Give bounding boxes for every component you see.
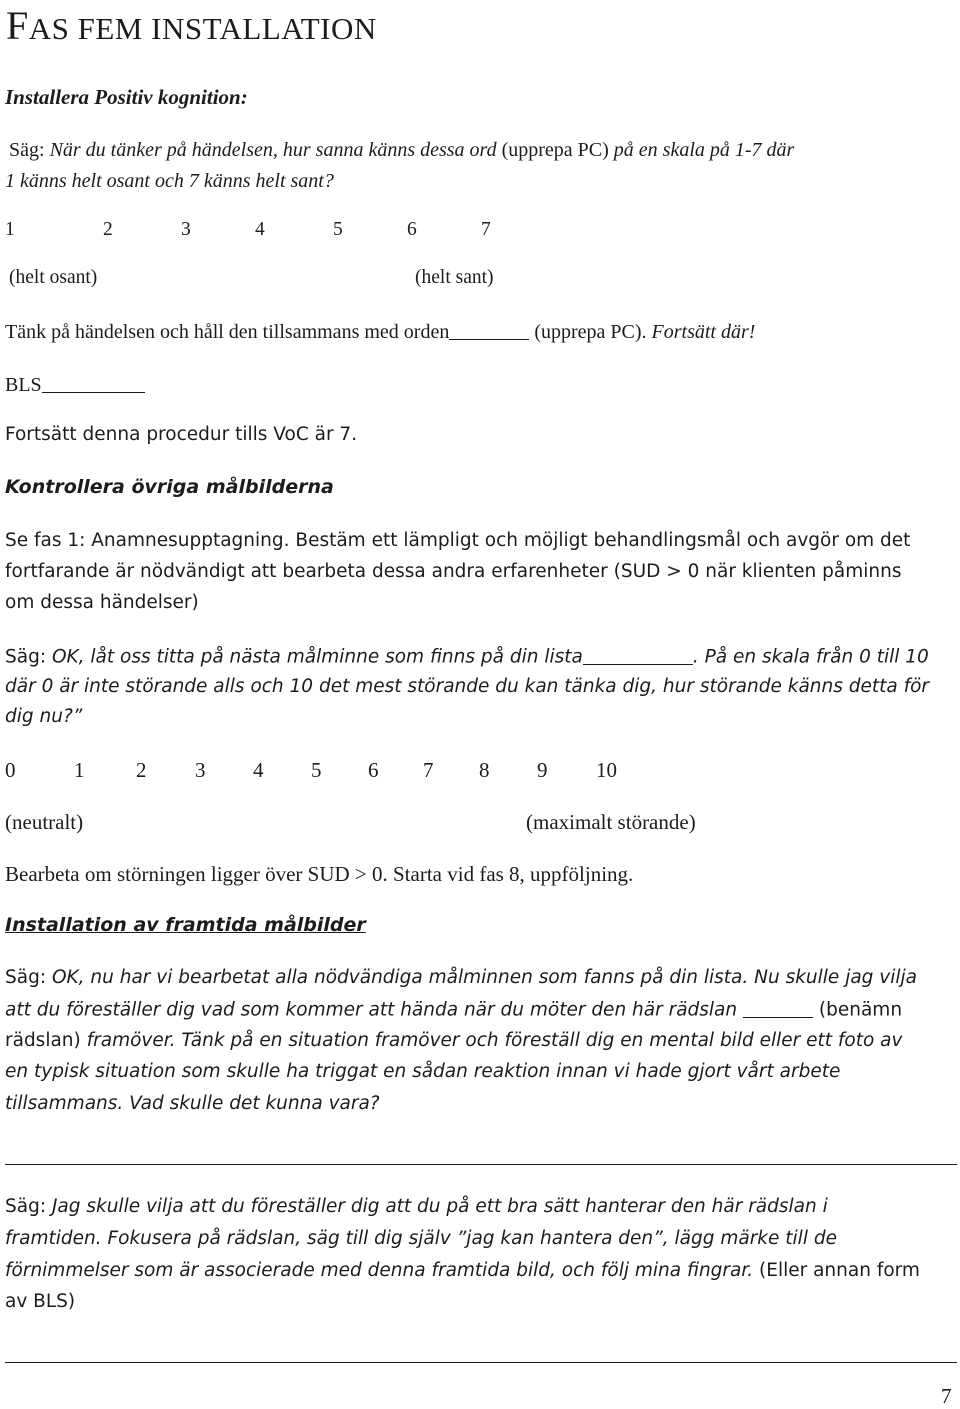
anamnesis-para-line3: om dessa händelser) xyxy=(5,592,199,613)
say-text-normal: (benämn xyxy=(813,999,903,1021)
blank-line xyxy=(583,645,693,665)
sud-scale-value: 9 xyxy=(537,758,548,782)
sud-scale-value: 3 xyxy=(195,758,206,782)
bls-label xyxy=(5,372,145,397)
sud-scale-low-label: (neutralt) xyxy=(5,810,84,834)
sud-scale-value: 8 xyxy=(479,758,490,782)
say-next-target-line1 xyxy=(5,645,929,668)
voc-scale-low-label: (helt osant) xyxy=(9,267,98,288)
voc-scale-value: 6 xyxy=(407,219,417,240)
say-label: Säg: xyxy=(9,139,50,161)
anamnesis-para-line2: fortfarande är nödvändigt att bearbeta dessa andra erfarenheter (SUD > 0 när klienten påminns xyxy=(5,561,902,582)
voc-scale-value: 1 xyxy=(5,219,15,240)
say-future-handling-line1 xyxy=(5,1196,828,1217)
say-future-handling-line4: av BLS) xyxy=(5,1291,76,1312)
voc-scale-value: 3 xyxy=(181,219,191,240)
say-text-normal: (Eller annan form xyxy=(753,1260,920,1281)
say-text-normal: (upprepa PC) xyxy=(496,139,614,161)
say-text: OK, låt oss titta på nästa målminne som finns på din lista xyxy=(51,646,583,668)
say-text: Jag skulle vilja att du föreställer dig att du på ett bra sätt hanterar den här rädslan i xyxy=(51,1196,828,1217)
say-label: Säg: xyxy=(5,967,52,988)
blank-line xyxy=(42,372,145,393)
say-future-line5: tillsammans. Vad skulle det kunna vara? xyxy=(5,1093,380,1114)
say-text: att du föreställer dig vad som kommer att hända när du möter den här rädslan xyxy=(5,999,738,1021)
sud-scale-high-label: (maximalt störande) xyxy=(526,810,696,834)
anamnesis-para-line1: Se fas 1: Anamnesupptagning. Bestäm ett lämpligt och möjligt behandlingsmål och avgör om det xyxy=(5,530,911,551)
section-heading-check-targets: Kontrollera övriga målbilderna xyxy=(5,476,334,498)
sud-scale-value: 7 xyxy=(423,758,434,782)
reprocess-instruction: Bearbeta om störningen ligger över SUD > 0. Starta vid fas 8, uppföljning. xyxy=(5,862,634,886)
continue-there: Fortsätt där! xyxy=(651,321,756,343)
say-text-normal: rädslan) xyxy=(5,1030,87,1051)
voc-scale-value: 4 xyxy=(255,219,265,240)
page-number: 7 xyxy=(941,1384,952,1408)
say-label: Säg: xyxy=(5,646,52,668)
blank-line xyxy=(743,998,813,1018)
section-heading-future-template: Installation av framtida målbilder xyxy=(5,914,366,936)
sud-scale-value: 1 xyxy=(74,758,85,782)
say-future-line1 xyxy=(5,967,917,988)
say-future-line3 xyxy=(5,1030,902,1051)
title-first-letter: F xyxy=(6,3,29,48)
sud-scale-value: 10 xyxy=(596,758,617,782)
voc-scale-value: 2 xyxy=(103,219,113,240)
blank-line xyxy=(449,319,529,340)
voc-scale-value: 7 xyxy=(481,219,491,240)
say-future-line4: en typisk situation som skulle ha triggat en sådan reaktion innan vi hade gjort vårt arbete xyxy=(5,1061,841,1082)
say-text: OK, nu har vi bearbetat alla nödvändiga målminnen som fanns på din lista. Nu skulle jag vilja xyxy=(51,967,917,988)
continue-procedure: Fortsätt denna procedur tills VoC är 7. xyxy=(5,424,358,445)
sud-scale-value: 5 xyxy=(311,758,322,782)
voc-scale-high-label: (helt sant) xyxy=(415,267,494,288)
say-future-handling-line3 xyxy=(5,1260,920,1281)
section-heading-positive-cognition: Installera Positiv kognition: xyxy=(5,85,248,109)
think-after: (upprepa PC). xyxy=(529,321,652,343)
say-future-handling-line2: framtiden. Fokusera på rädslan, säg till dig själv ”jag kan hantera den”, lägg märke till de xyxy=(5,1228,837,1249)
page-title xyxy=(6,2,377,49)
say-future-line2 xyxy=(5,998,902,1021)
title-rest: AS FEM INSTALLATION xyxy=(28,11,377,46)
say-next-target-line2: där 0 är inte störande alls och 10 det mest störande du kan tänka dig, hur störande känns detta för xyxy=(5,676,930,697)
sud-scale-value: 2 xyxy=(136,758,147,782)
say-label: Säg: xyxy=(5,1196,52,1217)
say-next-target-line3: dig nu?” xyxy=(5,706,83,727)
say-positive-cognition-line1 xyxy=(9,139,794,162)
say-positive-cognition-line2: 1 känns helt osant och 7 känns helt sant? xyxy=(5,170,334,192)
voc-scale-value: 5 xyxy=(333,219,343,240)
say-text: framöver. Tänk på en situation framöver och föreställ dig en mental bild eller ett foto av xyxy=(86,1030,903,1051)
think-text: Tänk på händelsen och håll den tillsammans med orden xyxy=(5,321,450,343)
say-text-2: på en skala på 1-7 där xyxy=(613,139,795,161)
say-text-2: . På en skala från 0 till 10 xyxy=(692,646,929,668)
answer-line xyxy=(5,1164,957,1165)
sud-scale-value: 4 xyxy=(253,758,264,782)
footer-rule xyxy=(5,1362,957,1363)
bls-text: BLS xyxy=(5,374,42,396)
think-instruction xyxy=(5,319,755,344)
sud-scale-value: 0 xyxy=(5,758,16,782)
say-text: förnimmelser som är associerade med denna framtida bild, och följ mina fingrar. xyxy=(5,1260,754,1281)
sud-scale-value: 6 xyxy=(368,758,379,782)
say-text: När du tänker på händelsen, hur sanna känns dessa ord xyxy=(49,139,497,161)
